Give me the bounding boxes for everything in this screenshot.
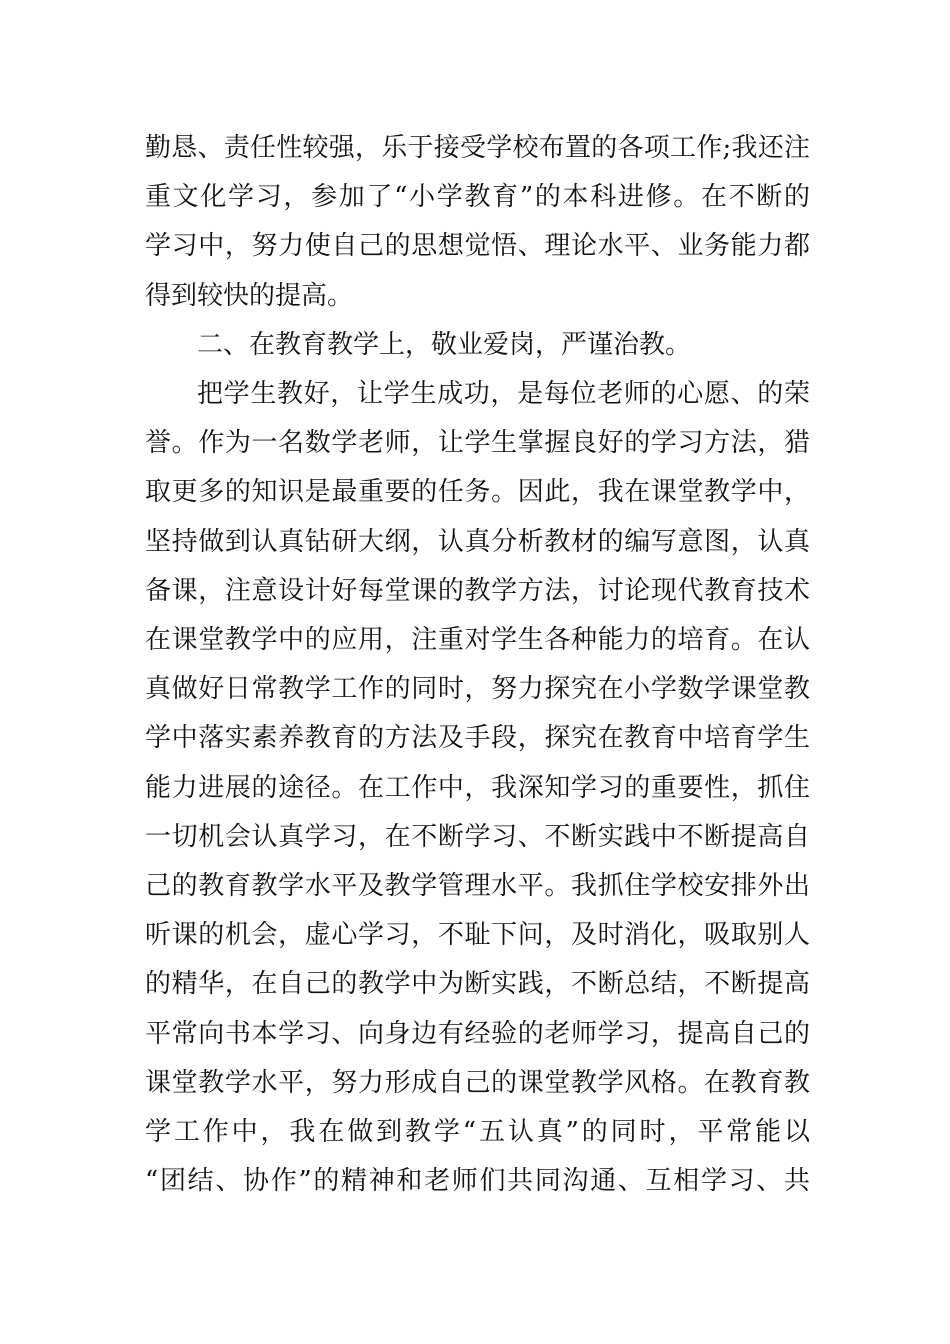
text-line: 勤恳、责任性较强，乐于接受学校布置的各项工作;我还注 bbox=[145, 133, 810, 163]
text-line: 备课，注意设计好每堂课的教学方法，讨论现代教育技术 bbox=[145, 575, 810, 606]
text-line: 誉。作为一名数学老师，让学生掌握良好的学习方法，猎 bbox=[145, 428, 810, 459]
text-line: 能力进展的途径。在工作中，我深知学习的重要性，抓住 bbox=[145, 772, 810, 803]
text-line: 取更多的知识是最重要的任务。因此，我在课堂教学中， bbox=[145, 477, 810, 508]
text-line: “团结、协作”的精神和老师们共同沟通、互相学习、共 bbox=[145, 1166, 810, 1197]
text-line: 重文化学习，参加了“小学教育”的本科进修。在不断的 bbox=[145, 182, 810, 213]
text-line: 一切机会认真学习，在不断学习、不断实践中不断提高自 bbox=[145, 821, 810, 852]
text-line: 课堂教学水平，努力形成自己的课堂教学风格。在教育教 bbox=[145, 1067, 810, 1098]
text-line: 的精华，在自己的教学中为断实践，不断总结，不断提高 bbox=[145, 969, 810, 1000]
text-line: 得到较快的提高。 bbox=[145, 280, 354, 311]
text-line: 学习中，努力使自己的思想觉悟、理论水平、业务能力都 bbox=[145, 231, 810, 262]
text-line: 真做好日常教学工作的同时，努力探究在小学数学课堂教 bbox=[145, 674, 810, 705]
text-line: 平常向书本学习、向身边有经验的老师学习，提高自己的 bbox=[145, 1018, 810, 1049]
text-line: 在课堂教学中的应用，注重对学生各种能力的培育。在认 bbox=[145, 625, 810, 656]
text-line: 坚持做到认真钻研大纲，认真分析教材的编写意图，认真 bbox=[145, 526, 810, 557]
section-heading: 二、在教育教学上，敬业爱岗，严谨治教。 bbox=[197, 329, 692, 360]
body-text bbox=[145, 124, 810, 1206]
text-line: 听课的机会，虚心学习，不耻下问，及时消化，吸取别人 bbox=[145, 920, 810, 951]
text-line: 把学生教好，让学生成功，是每位老师的心愿、的荣 bbox=[197, 379, 810, 410]
text-line: 学中落实素养教育的方法及手段，探究在教育中培育学生 bbox=[145, 723, 810, 754]
text-line: 己的教育教学水平及教学管理水平。我抓住学校安排外出 bbox=[145, 871, 810, 902]
text-line: 学工作中，我在做到教学“五认真”的同时，平常能以 bbox=[145, 1117, 810, 1148]
